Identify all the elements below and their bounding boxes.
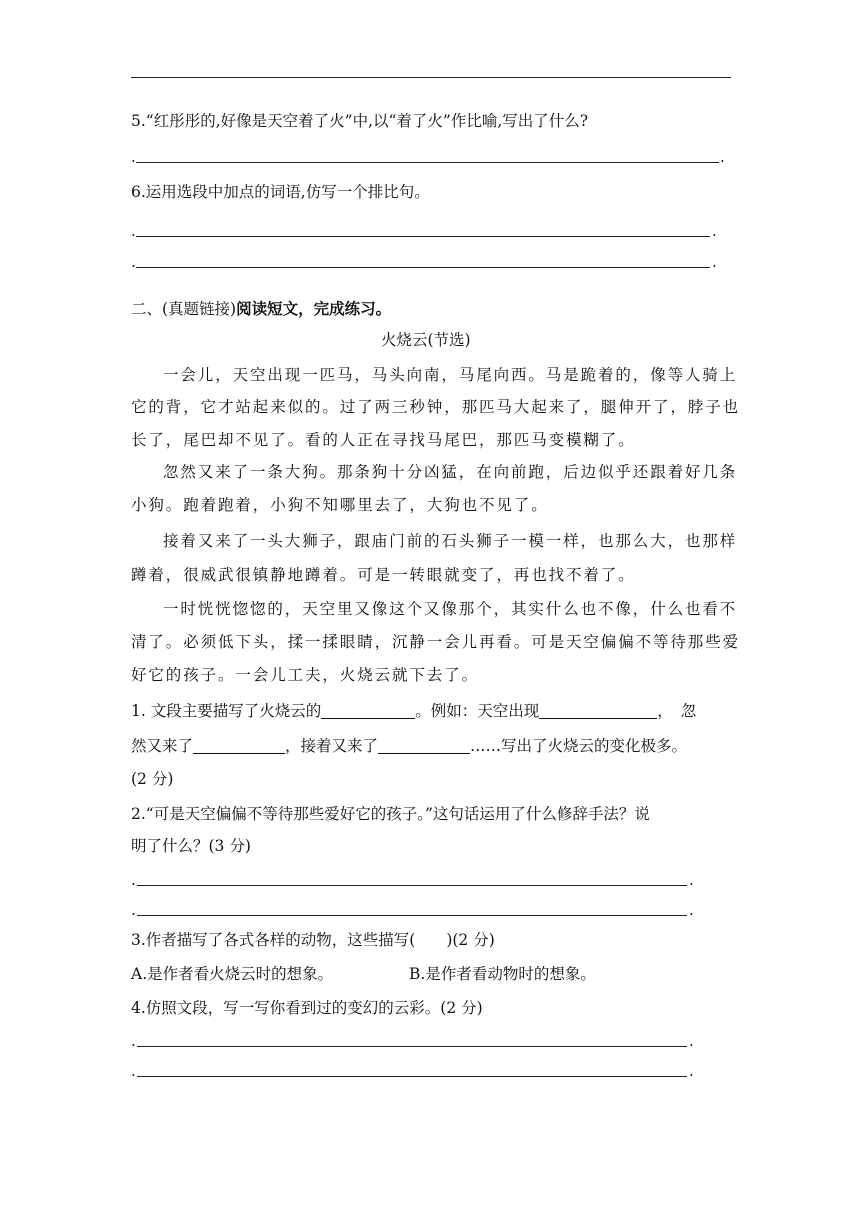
answer-line-end-dot: . (712, 253, 717, 271)
question-4: 4.仿照文段，写一写你看到过的变幻的云彩。(2 分) (131, 999, 483, 1017)
answer-line-start-dot: . (131, 253, 136, 271)
passage-line: 好它的孩子。一会儿工夫，火烧云就下去了。 (131, 666, 480, 684)
option-a[interactable]: A.是作者看火烧云时的想象。 (131, 965, 334, 983)
top-divider (131, 77, 731, 78)
answer-line-start-dot: . (131, 148, 136, 166)
q1-text: 然又来了 (131, 737, 194, 755)
answer-line-end-dot: . (689, 1062, 694, 1080)
section-heading (131, 299, 391, 319)
answer-line-end-dot: . (689, 871, 694, 889)
question-1-line-1 (131, 701, 704, 721)
passage-title: 火烧云(节选) (381, 331, 471, 349)
passage-line: 蹲着，很威武很镇静地蹲着。可是一转眼就变了，再也找不着了。 (131, 566, 636, 584)
passage-line: 接着又来了一头大狮子，跟庙门前的石头狮子一模一样，也那么大，也那样 (163, 532, 738, 550)
question-1-score: (2 分) (131, 770, 174, 788)
answer-line-start-dot: . (131, 1032, 136, 1050)
q1-text: 1. 文段主要描写了火烧云的 (131, 702, 322, 720)
question-2-line-2: 明了什么？(3 分) (131, 837, 251, 855)
answer-line-end-dot: . (689, 901, 694, 919)
question-5: 5.“红彤彤的,好像是天空着了火”中,以“着了火”作比喻,写出了什么? (131, 112, 589, 130)
answer-line-end-dot: . (720, 148, 725, 166)
fill-blank[interactable] (321, 702, 415, 719)
passage-line: 一会儿，天空出现一匹马，马头向南，马尾向西。马是跪着的，像等人骑上 (163, 366, 738, 384)
q1-text: ，忽 (657, 702, 705, 720)
q1-text: 。例如：天空出现 (415, 702, 540, 720)
passage-line: 小狗。跑着跑着，小狗不知哪里去了，大狗也不见了。 (131, 496, 549, 514)
answer-line[interactable] (137, 915, 687, 916)
passage-line: 它的背，它才站起来似的。过了两三秒钟，那匹马大起来了，腿伸开了，脖子也 (131, 398, 741, 416)
answer-line-start-dot: . (131, 871, 136, 889)
answer-line[interactable] (137, 885, 687, 886)
option-b[interactable]: B.是作者看动物时的想象。 (409, 965, 596, 983)
question-3: 3.作者描写了各式各样的动物，这些描写( )(2 分) (131, 931, 495, 949)
question-1-line-2 (131, 736, 687, 756)
section-heading-instruction: 阅读短文，完成练习。 (236, 299, 392, 318)
question-2-line-1: 2.“可是天空偏偏不等待那些爱好它的孩子。”这句话运用了什么修辞手法？说 (131, 805, 650, 823)
answer-line[interactable] (136, 162, 719, 163)
fill-blank[interactable] (378, 737, 470, 754)
answer-line-end-dot: . (712, 222, 717, 240)
fill-blank[interactable] (193, 737, 285, 754)
section-heading-prefix: 二、(真题链接) (131, 300, 237, 318)
answer-line[interactable] (137, 1046, 687, 1047)
passage-line: 清了。必须低下头，揉一揉眼睛，沉静一会儿再看。可是天空偏偏不等待那些爱 (131, 633, 741, 651)
answer-line[interactable] (137, 1076, 687, 1077)
passage-line: 长了，尾巴却不见了。看的人正在寻找马尾巴，那匹马变模糊了。 (131, 431, 636, 449)
q1-text: ……写出了火烧云的变化极多。 (470, 737, 688, 755)
answer-line-start-dot: . (131, 901, 136, 919)
fill-blank[interactable] (539, 702, 657, 719)
question-6: 6.运用选段中加点的词语,仿写一个排比句。 (131, 183, 430, 201)
answer-line-start-dot: . (131, 1062, 136, 1080)
passage-line: 忽然又来了一条大狗。那条狗十分凶猛，在向前跑，后边似乎还跟着好几条 (163, 463, 738, 481)
answer-line-end-dot: . (689, 1032, 694, 1050)
answer-line-start-dot: . (131, 222, 136, 240)
answer-line[interactable] (136, 267, 710, 268)
answer-line[interactable] (136, 236, 710, 237)
q1-text: ，接着又来了 (285, 737, 379, 755)
passage-line: 一时恍恍惚惚的，天空里又像这个又像那个，其实什么也不像，什么也看不 (163, 600, 738, 618)
